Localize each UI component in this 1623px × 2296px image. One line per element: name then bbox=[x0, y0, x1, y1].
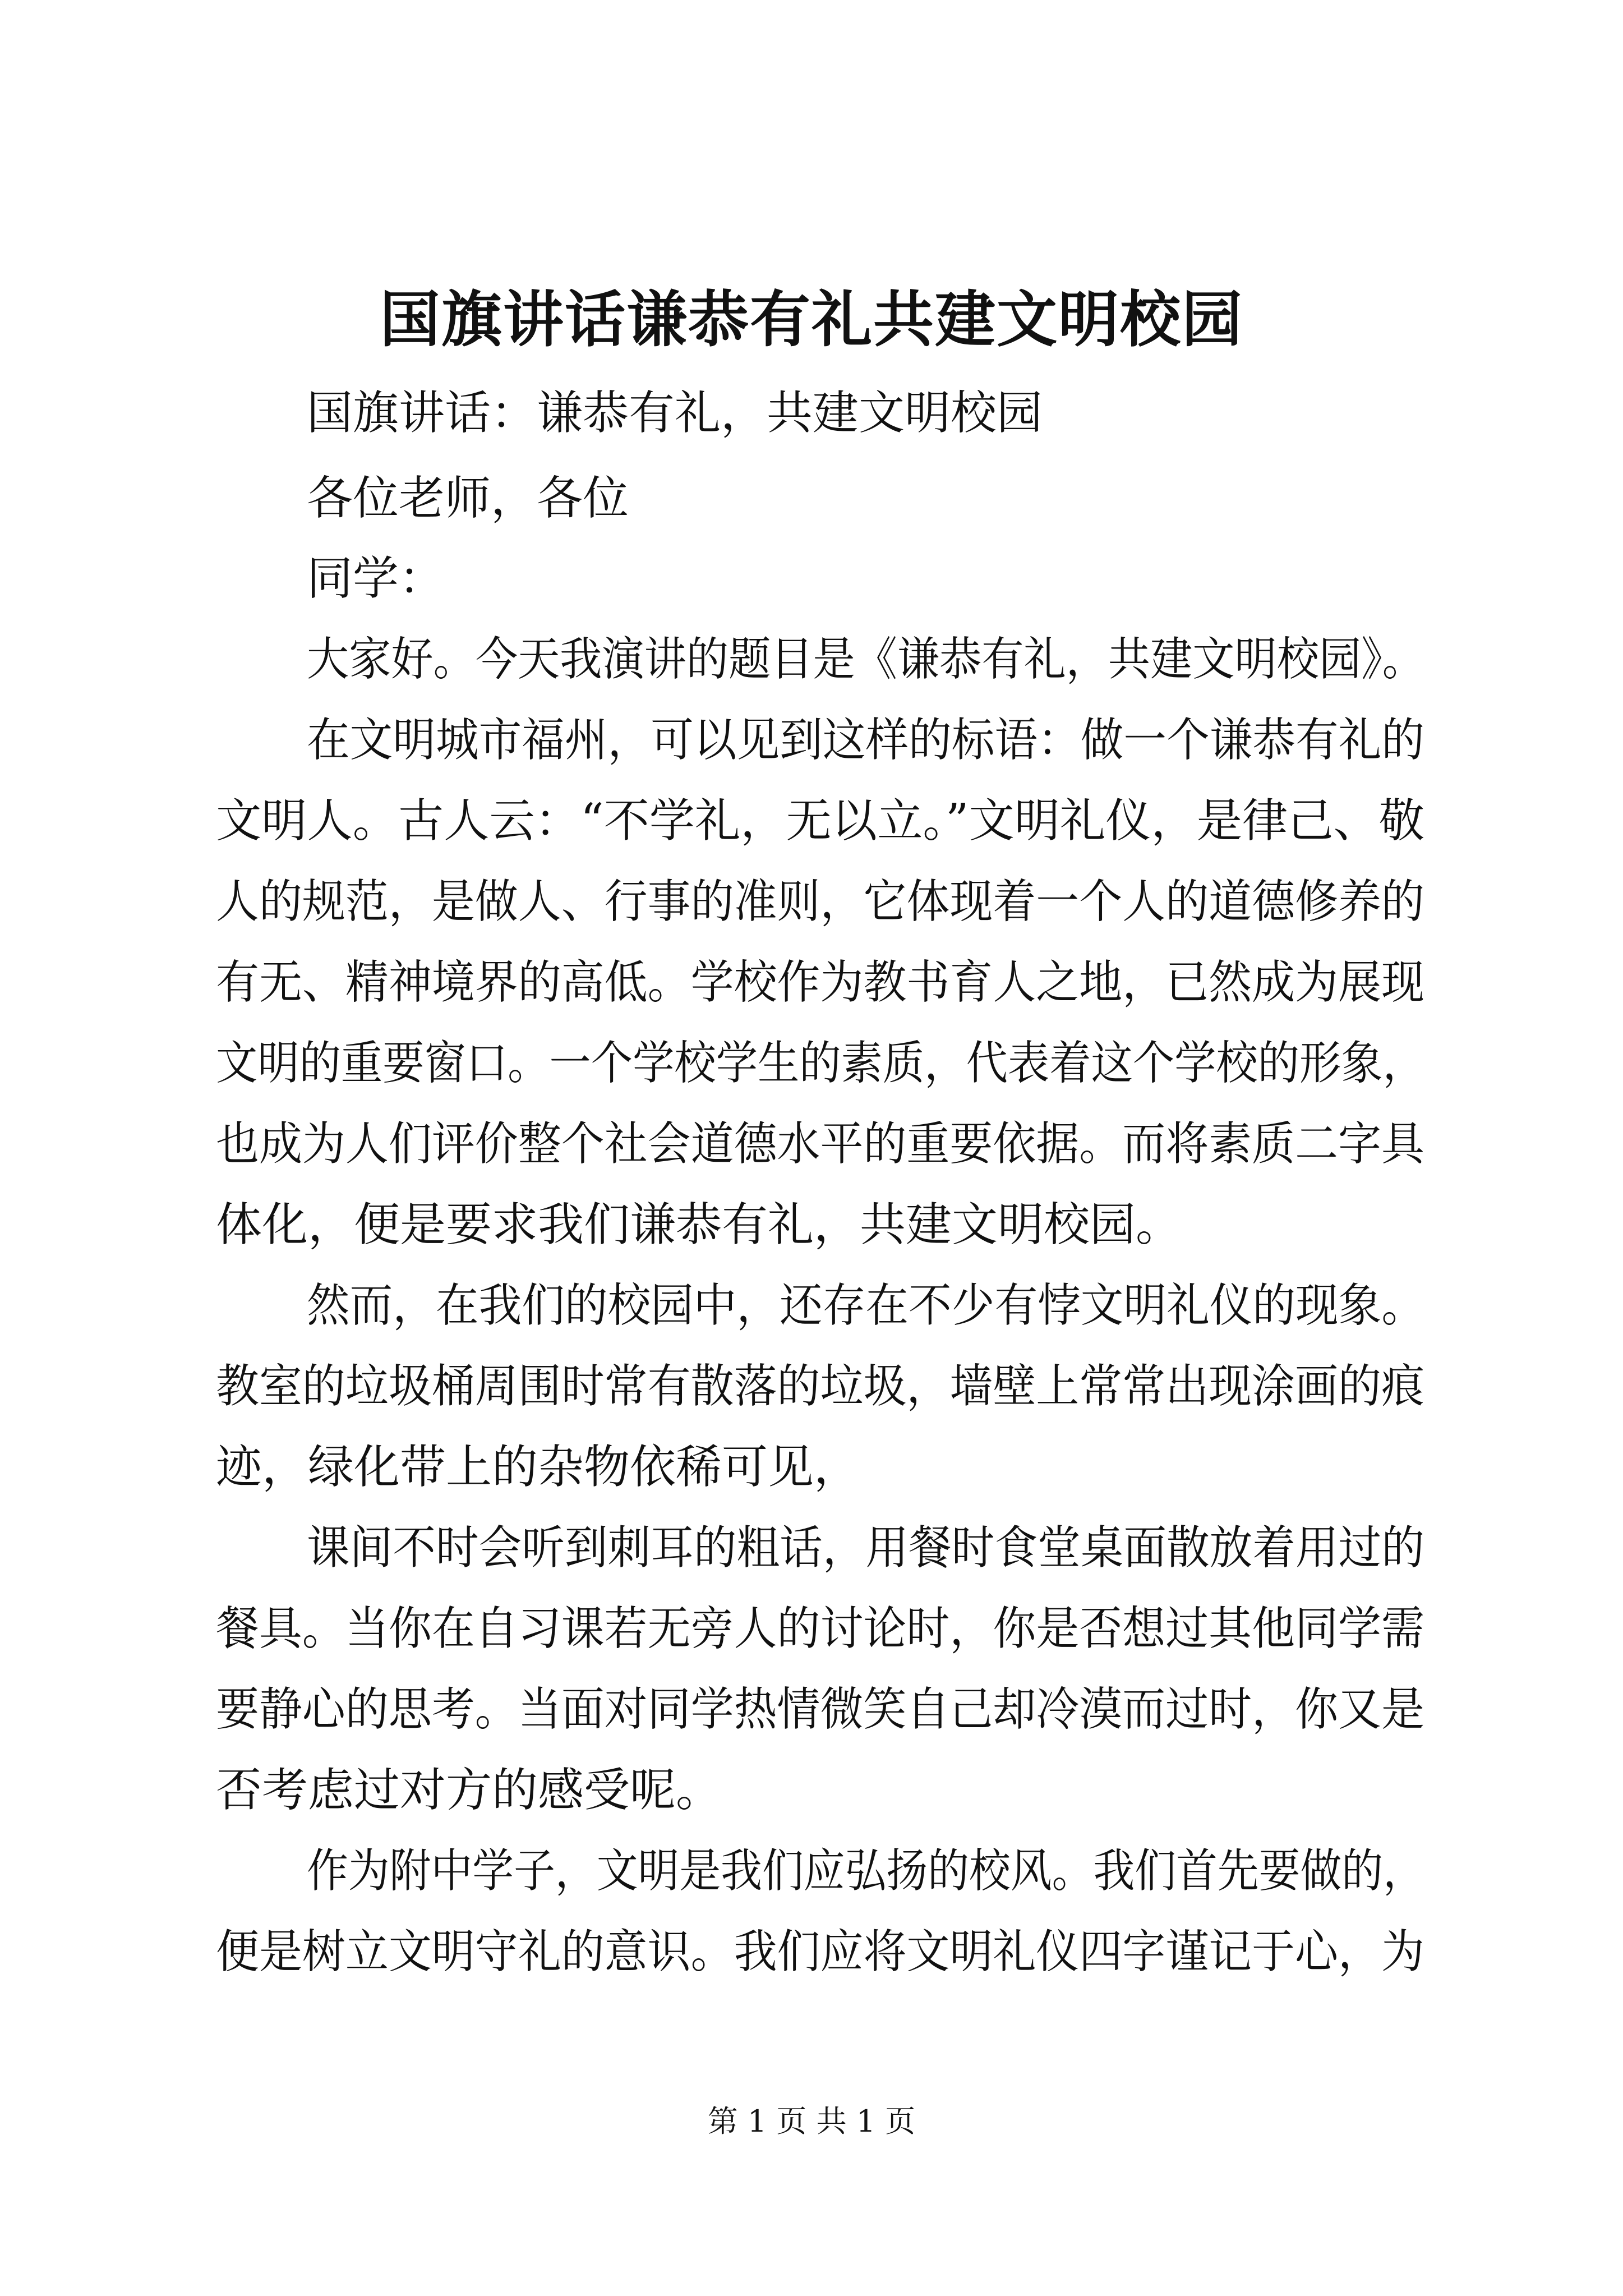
line-text: 体化，便是要求我们谦恭有礼，共建文明校园。 bbox=[216, 1198, 1182, 1251]
body-line bbox=[0, 1029, 1623, 1098]
line-text: 人的规范，是做人、行事的准则，它体现着一个人的道德修养的 bbox=[216, 875, 1424, 928]
line-text: 有无、精神境界的高低。学校作为教书育人之地，已然成为展现 bbox=[216, 956, 1424, 1009]
body-line bbox=[0, 706, 1623, 775]
body-line bbox=[0, 379, 1623, 448]
line-text: 也成为人们评价整个社会道德水平的重要依据。而将素质二字具 bbox=[216, 1117, 1424, 1171]
line-text: 然而，在我们的校园中，还存在不少有悖文明礼仪的现象。 bbox=[307, 1279, 1424, 1332]
body-line bbox=[0, 1271, 1623, 1341]
line-text: 教室的垃圾桶周围时常有散落的垃圾，墙壁上常常出现涂画的痕 bbox=[216, 1360, 1424, 1413]
line-text: 课间不时会听到刺耳的粗话，用餐时食堂桌面散放着用过的 bbox=[307, 1521, 1424, 1575]
document-title: 国旗讲话谦恭有礼共建文明校园 bbox=[379, 284, 1243, 355]
line-text: 国旗讲话：谦恭有礼，共建文明校园 bbox=[307, 386, 1043, 440]
line-text: 要静心的思考。当面对同学热情微笑自己却冷漠而过时，你又是 bbox=[216, 1683, 1424, 1736]
body-line bbox=[0, 1513, 1623, 1583]
body-line bbox=[0, 1433, 1623, 1502]
line-text: 便是树立文明守礼的意识。我们应将文明礼仪四字谨记于心，为 bbox=[216, 1925, 1424, 1978]
body-line bbox=[0, 1352, 1623, 1421]
line-text: 迹，绿化带上的杂物依稀可见， bbox=[216, 1441, 860, 1494]
body-line bbox=[0, 544, 1623, 614]
body-line bbox=[0, 1837, 1623, 1906]
body-line bbox=[0, 1675, 1623, 1745]
body-line bbox=[0, 625, 1623, 694]
body-line bbox=[0, 1917, 1623, 1987]
line-text: 文明的重要窗口。一个学校学生的素质，代表着这个学校的形象， bbox=[216, 1037, 1424, 1090]
line-text: 在文明城市福州，可以见到这样的标语：做一个谦恭有礼的 bbox=[307, 714, 1424, 767]
line-text: 同学： bbox=[307, 552, 445, 605]
body-line bbox=[0, 948, 1623, 1018]
line-text: 大家好。今天我演讲的题目是《谦恭有礼，共建文明校园》。 bbox=[307, 633, 1424, 686]
page-number-footer: 第 1 页 共 1 页 bbox=[707, 2104, 916, 2139]
body-line bbox=[0, 1190, 1623, 1260]
line-text: 各位老师，各位 bbox=[307, 472, 629, 525]
line-text: 文明人。古人云：“不学礼，无以立。”文明礼仪，是律己、敬 bbox=[216, 794, 1424, 848]
body-line bbox=[0, 867, 1623, 937]
body-line bbox=[0, 1594, 1623, 1664]
body-line bbox=[0, 464, 1623, 533]
line-text: 餐具。当你在自习课若无旁人的讨论时，你是否想过其他同学需 bbox=[216, 1602, 1424, 1655]
body-line bbox=[0, 1756, 1623, 1825]
line-text: 否考虑过对方的感受呢。 bbox=[216, 1764, 722, 1817]
body-line bbox=[0, 786, 1623, 856]
body-line bbox=[0, 1110, 1623, 1179]
line-text: 作为附中学子，文明是我们应弘扬的校风。我们首先要做的， bbox=[307, 1844, 1424, 1898]
